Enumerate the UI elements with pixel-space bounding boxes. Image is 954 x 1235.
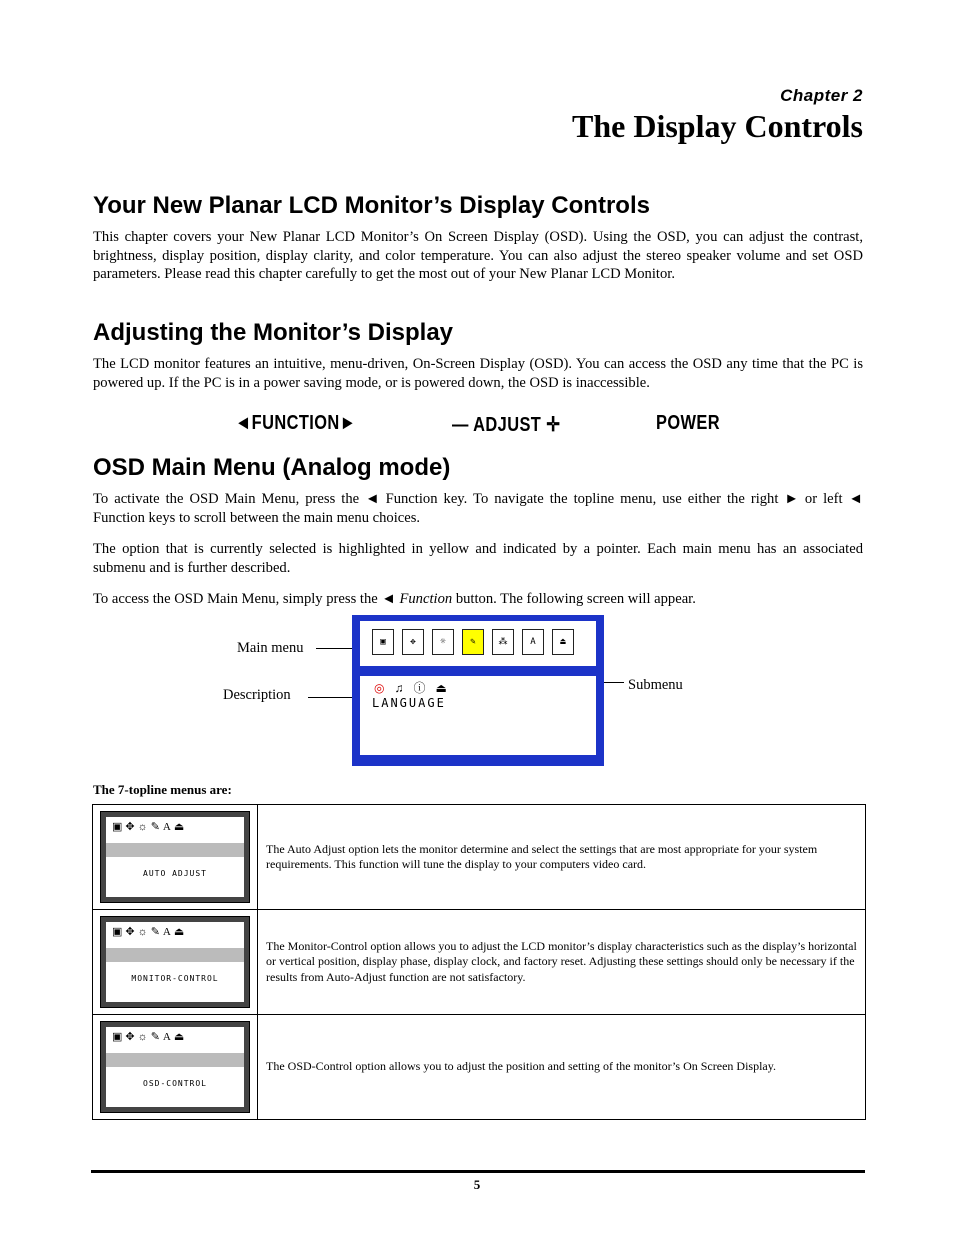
osd-separator	[360, 666, 596, 676]
color-icon: ⁂	[492, 629, 514, 655]
osd-screen	[360, 621, 596, 755]
thumbnail-cell	[93, 805, 258, 910]
tools-icon: ✎	[462, 629, 484, 655]
function-word: Function	[399, 591, 453, 607]
brightness-icon: ☼	[432, 629, 454, 655]
description-callout: Description	[223, 687, 291, 703]
description-cell: The Monitor-Control option allows you to adjust the LCD monitor’s display characteristics such as the display’s horizontal or vertical position, display phase, display clock, and factory reset. Adjusting these settings should only be necessary if the results from Auto-Adjust function are not satisfactory.	[258, 910, 866, 1015]
intro-paragraph: This chapter covers your New Planar LCD Monitor’s On Screen Display (OSD). Using the OSD, you can adjust the contrast, brightness, display position, display clarity, and color temperature. You can also adjust the stereo speaker volume and set OSD parameters. Please read this chapter carefully to get the most out of your New Planar LCD Monitor.	[93, 229, 863, 282]
screen-label: OSD-CONTROL	[143, 1079, 207, 1088]
description-cell: The Auto Adjust option lets the monitor determine and select the settings that are most appropriate for your system requirements. This function will tune the display to your computers video card.	[258, 805, 866, 910]
monitor-control-screen	[100, 916, 250, 1008]
auto-adjust-icon: ▣	[372, 629, 394, 655]
section-heading-display-controls: Your New Planar LCD Monitor’s Display Controls	[93, 192, 650, 219]
thumbnail-cell	[93, 910, 258, 1015]
chapter-label: Chapter 2	[780, 86, 863, 105]
section-heading-adjusting: Adjusting the Monitor’s Display	[93, 319, 454, 346]
lips-icon: ◎	[374, 681, 395, 695]
main-menu-callout: Main menu	[237, 640, 304, 656]
auto-adjust-screen	[100, 811, 250, 903]
menu-icons: ▣✥☼✎A⏏	[112, 821, 188, 833]
menu-icons: ▣✥☼✎A⏏	[112, 926, 188, 938]
submenu-icons	[374, 679, 457, 696]
osd-screen-figure	[352, 615, 604, 766]
osd-control-screen	[100, 1021, 250, 1113]
section-heading-osd-main-menu: OSD Main Menu (Analog mode)	[93, 454, 451, 481]
screen-label: MONITOR-CONTROL	[131, 974, 219, 983]
exit-small-icon: ⏏	[435, 681, 457, 695]
chapter-title: The Display Controls	[571, 108, 863, 144]
osd-paragraph-3-after: button. The following screen will appear.	[452, 591, 696, 607]
language-icon: A	[522, 629, 544, 655]
screen-label: AUTO ADJUST	[143, 869, 207, 878]
thumbnail-cell	[93, 1015, 258, 1120]
table-row	[93, 805, 866, 910]
adjusting-paragraph: The LCD monitor features an intuitive, menu-driven, On-Screen Display (OSD). You can access the OSD any time that the PC is powered up. If the PC is in a power saving mode, or is powered down, the OSD is inaccessible.	[93, 356, 863, 391]
osd-paragraph-3	[93, 590, 863, 609]
footer-rule	[91, 1170, 865, 1173]
info-icon: ⓘ	[413, 681, 436, 695]
exit-icon: ⏏	[552, 629, 574, 655]
osd-paragraph-3-before: To access the OSD Main Menu, simply press the ◄	[93, 591, 400, 607]
topline-caption: The 7-topline menus are:	[93, 782, 232, 797]
page-number: 5	[473, 1177, 481, 1192]
table-row	[93, 1015, 866, 1120]
description-cell: The OSD-Control option allows you to adjust the position and setting of the monitor’s On Screen Display.	[258, 1015, 866, 1120]
position-icon: ✥	[402, 629, 424, 655]
topline-menu-table	[92, 804, 866, 1120]
submenu-callout: Submenu	[628, 677, 683, 693]
function-key-label: ◄FUNCTION►	[235, 412, 357, 434]
adjust-key-label: — ADJUST ✛	[452, 414, 561, 436]
osd-paragraph-1: To activate the OSD Main Menu, press the ◄ Function key. To navigate the topline menu, use either the right ► or left ◄ Function keys to scroll between the main menu choices.	[93, 491, 863, 526]
osd-paragraph-2: The option that is currently selected is highlighted in yellow and indicated by a pointer. Each main menu has an associated submenu and is further described.	[93, 541, 863, 576]
osd-description-text: LANGUAGE	[372, 696, 446, 710]
menu-icons: ▣✥☼✎A⏏	[112, 1031, 188, 1043]
power-key-label: POWER	[656, 412, 721, 434]
table-row	[93, 910, 866, 1015]
speaker-icon: ♫	[394, 681, 414, 695]
